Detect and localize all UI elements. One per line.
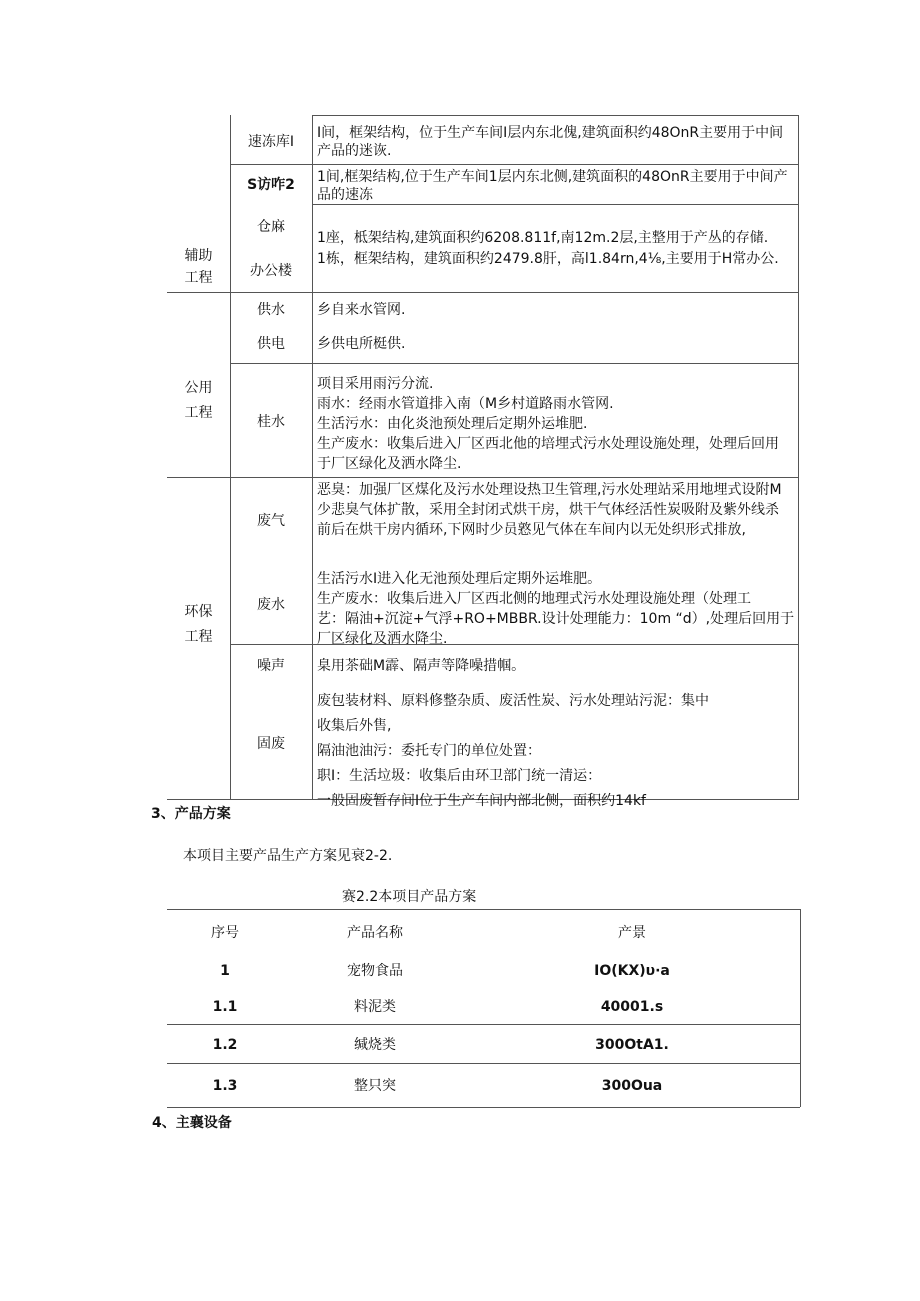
row-index: 1.3 [212,1078,238,1094]
table-border [230,164,798,165]
item-name: S访咋2 [247,177,295,193]
section-heading: 4、主襄设备 [152,1115,232,1131]
item-name: 废气 [257,513,285,529]
item-desc: 1间,框架结构,位于生产车间1层内东北侧,建筑面积的48OnR主要用于中间产 品的速冻 [317,169,788,203]
item-desc: 项目采用雨污分流. 雨水：经雨水管道排入南（M乡村道路雨水管网. 生活污水：由化炎池预处理后定期外运堆肥. 生产废水：收集后进入厂区西北他的培埋式污水处理设施处理，处理后回用 于厂区绿化及洒水降尘. [317,376,779,472]
item-desc: 废包装材料、原料修整杂质、废活性炭、污水处理站污泥：集中 收集后外售, 隔油池油污：委托专门的单位处置： 职I：生活垃圾：收集后由环卫部门统一清运： 一般固废暂存间I位于生产车间内部北侧，面积约14kf [317,693,709,809]
category-label: 工程 [184,270,213,286]
table-border [167,1024,800,1025]
table-border [800,909,801,1107]
item-name: 固废 [257,736,285,752]
category-label: 公用 [184,380,213,396]
product-name: 宠物食品 [347,963,403,979]
category-label: 辅助 [184,248,213,264]
item-name: 供水 [257,302,285,318]
product-name: 缄烧类 [354,1037,396,1053]
table-border [312,204,798,205]
item-name: 仓麻 [257,219,285,235]
item-name: 供电 [257,336,285,352]
item-desc: 乡自来水管网. [317,302,406,318]
product-output: IO(KX)υ∙a [594,963,670,979]
item-desc: 1座，柢架结构,建筑面积约6208.811f,南12m.2层,主整用于产丛的存储. [317,230,769,246]
item-desc: 乡供电所梃供. [317,336,406,352]
category-label: 工程 [184,405,213,421]
table-border [167,292,798,293]
table-caption: 赛2.2本项目产品方案 [342,889,477,905]
table-border [312,115,313,800]
item-desc: 生活污水I进入化无池预处理后定期外运堆肥。 生产废水：收集后进入厂区西北侧的地理式污水处理设施处理（处理工 艺：隔油+沉淀+气浮+RO+MBBR.设计处理能力：10m “d）,处理后回用于 厂区绿化及洒水降尘. [317,571,795,647]
column-header: 产景 [618,925,646,941]
table-border [167,1063,800,1064]
row-index: 1.2 [212,1037,238,1053]
product-name: 料泥类 [354,999,396,1015]
table-border [312,115,798,116]
item-name: 速冻库I [247,134,295,150]
row-index: 1 [220,963,230,979]
item-name: 办公楼 [250,263,292,279]
product-output: 300Oua [601,1078,663,1094]
product-name: 整只突 [354,1078,396,1094]
product-output: 40001.s [600,999,664,1015]
category-label: 工程 [184,629,213,645]
item-desc: I间，框架结构，位于生产车间I层内东北傀,建筑面积约48OnR主要用于中间 产品的迷诙. [317,125,784,159]
item-name: 桂水 [257,414,285,430]
column-header: 序号 [211,925,239,941]
table-border [167,477,798,478]
item-desc: 恶臭：加强厂区煤化及污水处理设热卫生管理,污水处理站采用地埋式设附M 少悲臭气体扩散，采用全封闭式烘干房，烘干气体经活性炭吸附及紫外线杀 前后在烘干房内循环,下网时少员憝见气体在车间内以无处织形式排放, [317,482,782,538]
product-output: 300OtA1. [595,1037,669,1053]
item-desc: 臬用茶础M霹、隔声等降噪措帼。 [317,658,526,674]
item-name: 废水 [257,597,285,613]
item-desc: 1栋，框架结构，建筑面积约2479.8肝，高l1.84rn,4⅛,主要用于H常办公. [317,251,779,267]
column-header: 产品名称 [347,925,403,941]
table-border [798,115,799,800]
section-heading: 3、产品方案 [151,806,231,822]
table-border [230,363,798,364]
item-name: 噪声 [257,658,285,674]
table-border [167,909,800,910]
table-border [167,1107,800,1108]
section-intro: 本项目主要产品生产方案见衰2-2. [183,848,393,864]
row-index: 1.1 [212,999,238,1015]
category-label: 环保 [184,604,213,620]
